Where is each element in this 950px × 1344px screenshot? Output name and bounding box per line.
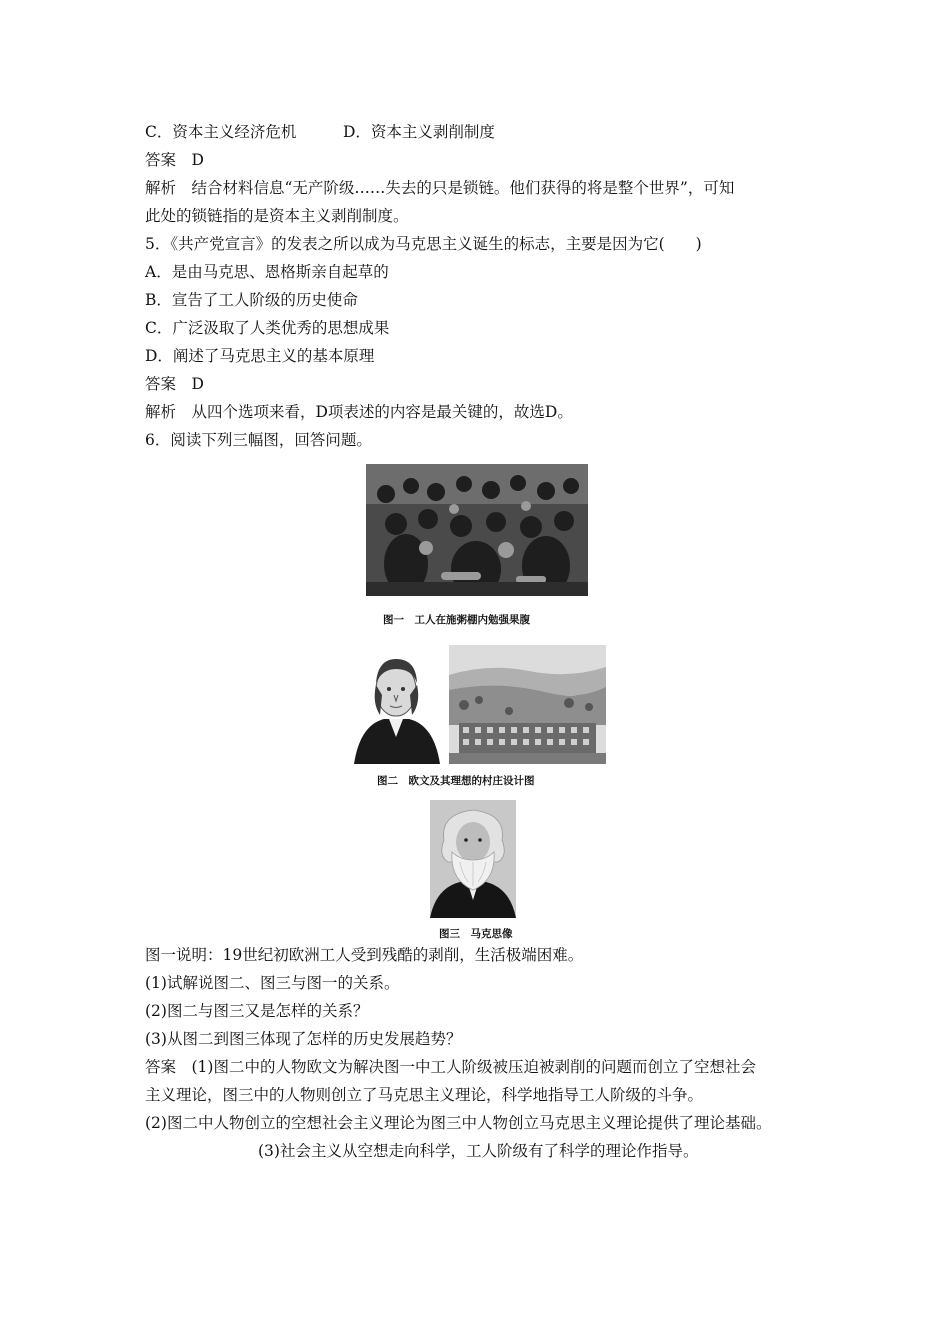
q6-stem: 6．阅读下列三幅图，回答问题。 xyxy=(145,431,372,449)
q5-answer: 答案 D xyxy=(145,375,204,393)
q6-answer-line1: 答案 (1)图二中的人物欧文为解决图一中工人阶级被压迫被剥削的问题而创立了空想社会 xyxy=(145,1058,756,1076)
figure3-caption: 图三 马克思像 xyxy=(439,928,513,940)
figure2-owen-portrait xyxy=(346,645,447,764)
q6-answer-line3: (2)图二中人物创立的空想社会主义理论为图三中人物创立马克思主义理论提供了理论基础。 xyxy=(145,1114,772,1132)
q4-analysis-line1: 解析 结合材料信息“无产阶级……失去的只是锁链。他们获得的将是整个世界”，可知 xyxy=(145,179,735,197)
q5-option-d: D．阐述了马克思主义的基本原理 xyxy=(145,347,375,365)
q4-answer: 答案 D xyxy=(145,151,204,169)
q6-subquestion-2: (2)图二与图三又是怎样的关系？ xyxy=(145,1002,369,1020)
q6-subquestion-1: (1)试解说图二、图三与图一的关系。 xyxy=(145,974,400,992)
q5-analysis: 解析 从四个选项来看，D项表述的内容是最关键的，故选D。 xyxy=(145,403,573,421)
figure2-caption: 图二 欧文及其理想的村庄设计图 xyxy=(377,775,535,787)
figure3-marx-portrait xyxy=(430,800,516,918)
figure1-caption: 图一 工人在施粥棚内勉强果腹 xyxy=(383,614,530,626)
figure2-village-plan xyxy=(449,645,606,764)
q5-stem: 5．《共产党宣言》的发表之所以成为马克思主义诞生的标志，主要是因为它( ) xyxy=(145,235,702,253)
q4-option-c: C．资本主义经济危机 xyxy=(145,123,297,141)
q6-subquestion-3: (3)从图二到图三体现了怎样的历史发展趋势？ xyxy=(145,1030,462,1048)
figure1-photo xyxy=(366,464,588,596)
q4-analysis-line2: 此处的锁链指的是资本主义剥削制度。 xyxy=(145,207,409,225)
q6-answer-line2: 主义理论，图三中的人物则创立了马克思主义理论，科学地指导工人阶级的斗争。 xyxy=(145,1086,704,1104)
q5-option-a: A．是由马克思、恩格斯亲自起草的 xyxy=(145,263,389,281)
q4-option-d: D．资本主义剥削制度 xyxy=(343,123,495,141)
q5-option-b: B．宣告了工人阶级的历史使命 xyxy=(145,291,358,309)
q6-figure1-note: 图一说明：19世纪初欧洲工人受到残酷的剥削，生活极端困难。 xyxy=(145,946,584,964)
q6-answer-line4: (3)社会主义从空想走向科学，工人阶级有了科学的理论作指导。 xyxy=(258,1142,699,1160)
q5-option-c: C．广泛汲取了人类优秀的思想成果 xyxy=(145,319,390,337)
